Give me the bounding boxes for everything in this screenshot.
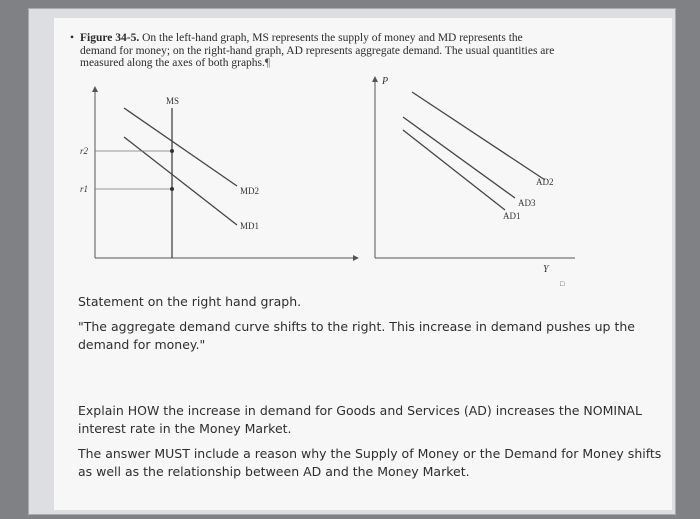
paragraph-mark: ¶ [264,57,271,70]
money-market-graph [80,86,359,261]
corner-mark: □ [560,280,565,288]
left-y-axis-arrow [92,86,98,92]
p-label: P [382,76,389,87]
caption-text: On the left-hand graph, MS represents the supply of money and MD represents the demand for money; on the right-hand graph, AD represents aggregate demand. The usual quantities are measured along the axes of both graphs. [80,32,555,70]
ad1-label: AD1 [503,211,521,221]
aggregate-demand-graph [372,76,575,288]
question-block [78,402,668,481]
equilibrium-low [170,187,174,191]
md2-label: MD2 [240,186,260,196]
r1-label: r1 [80,184,89,194]
statement-block [78,293,668,354]
md1-curve [124,137,237,225]
ad2-curve [412,92,545,180]
r2-label: r2 [80,146,89,156]
md1-label: MD1 [240,221,260,231]
figure-label: Figure 34-5. [80,32,140,44]
md2-curve [124,108,237,186]
y-label: Y [543,264,549,275]
ad1-curve [403,130,505,210]
ad2-label: AD2 [536,177,554,187]
question-prompt: Explain HOW the increase in demand for Goods and Services (AD) increases the NOMINAL interest rate in the Money Market. [78,403,642,436]
question-requirement: The answer MUST include a reason why the Supply of Money or the Demand for Money shifts as well as the relationship between AD and the Money Market. [78,446,662,479]
equilibrium-high [170,149,174,153]
right-y-axis-arrow [372,76,378,82]
caption-bullet: • [70,32,75,44]
left-x-axis-arrow [353,255,359,261]
statement-quote: "The aggregate demand curve shifts to the right. This increase in demand pushes up the demand for money." [78,319,635,352]
ad3-curve [403,117,515,198]
ms-label: MS [166,96,180,106]
ad3-label: AD3 [518,198,536,208]
statement-heading: Statement on the right hand graph. [78,294,302,309]
